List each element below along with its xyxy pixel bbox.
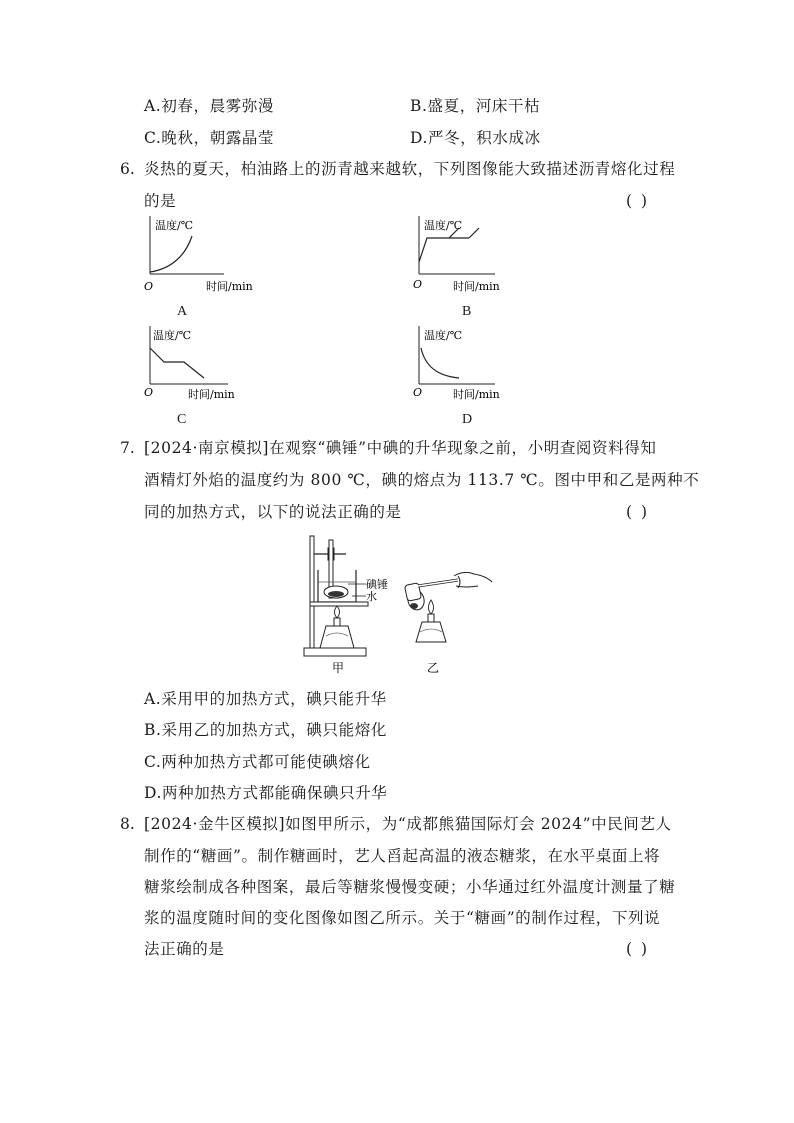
q8-stem-line3: 糖浆绘制成各种图案，最后等糖浆慢慢变硬；小华通过红外温度计测量了糖	[144, 878, 676, 896]
stand-rod	[310, 536, 314, 648]
q6-stem-line1: 炎热的夏天，柏油路上的沥青越来越软，下列图像能大致描述沥青熔化过程	[144, 160, 676, 178]
q6-number: 6.	[120, 160, 135, 178]
label-hammer: 碘锤	[366, 578, 388, 591]
graph-b	[407, 212, 527, 300]
x-label: 时间/min	[206, 280, 253, 293]
label-yi: 乙	[427, 661, 440, 675]
q8-number: 8.	[120, 815, 135, 833]
stand-base	[304, 648, 366, 656]
iodine-hammer-figure	[296, 530, 496, 682]
x-label: 时间/min	[188, 388, 235, 401]
q5-option-a: A.初春，晨雾弥漫	[144, 97, 275, 115]
curve	[150, 348, 204, 378]
q5-option-c: C.晚秋，朝露晶莹	[144, 129, 275, 147]
q7-stem-line1: [2024·南京模拟]在观察“碘锤”中碘的升华现象之前，小明查阅资料得知	[144, 439, 657, 457]
q8-stem-line4: 浆的温度随时间的变化图像如图乙所示。关于“糖画”的制作过程，下列说	[144, 909, 661, 927]
q7-option-d: D.两种加热方式都能确保碘只升华	[144, 784, 388, 802]
rise	[469, 228, 479, 238]
q8-answer-paren: ( )	[626, 940, 650, 958]
q7-answer-paren: ( )	[626, 503, 650, 521]
x-label: 时间/min	[453, 388, 500, 401]
flame-right	[429, 600, 434, 614]
q5-option-d: D.严冬，积水成冰	[410, 129, 541, 147]
iodine-right	[410, 603, 418, 609]
y-label: 温度/℃	[424, 329, 463, 342]
q7-option-b: B.采用乙的加热方式，碘只能熔化	[144, 721, 387, 739]
graph-d-label: D	[462, 412, 473, 427]
q7-option-a: A.采用甲的加热方式，碘只能升华	[144, 690, 387, 708]
q7-number: 7.	[120, 439, 135, 457]
lamp-neck-right	[428, 614, 434, 622]
graph-c-label: C	[177, 412, 187, 427]
graph-d	[407, 322, 527, 410]
y-label: 温度/℃	[153, 329, 192, 342]
curve	[419, 228, 459, 262]
q6-answer-paren: ( )	[626, 192, 650, 210]
origin-label: O	[144, 386, 154, 399]
origin-label: O	[413, 386, 423, 399]
label-jia: 甲	[332, 661, 345, 675]
wire-gauze	[310, 602, 368, 606]
q7-stem-line2: 酒精灯外焰的温度约为 800 ℃，碘的熔点为 113.7 ℃。图中甲和乙是两种不	[144, 471, 700, 489]
q6-stem-line2: 的是	[144, 192, 177, 210]
graph-a-label: A	[177, 304, 188, 319]
iodine	[328, 591, 344, 597]
graph-a	[140, 212, 260, 300]
alcohol-lamp-left	[320, 626, 354, 648]
q5-option-b: B.盛夏，河床干枯	[410, 97, 541, 115]
q7-option-c: C.两种加热方式都可能使碘熔化	[144, 753, 371, 771]
hammer-handle-inner	[418, 580, 458, 586]
q7-stem-line3: 同的加热方式，以下的说法正确的是	[144, 503, 402, 521]
flame-left	[335, 606, 340, 618]
origin-label: O	[413, 278, 423, 291]
q8-stem-line1: [2024·金牛区模拟]如图甲所示，为“成都熊猫国际灯会 2024”中民间艺人	[144, 815, 672, 833]
origin-label: O	[144, 280, 154, 293]
q8-stem-line2: 制作的“糖画”。制作糖画时，艺人舀起高温的液态糖浆，在水平桌面上将	[144, 847, 661, 865]
graph-c	[140, 322, 260, 410]
lamp-neck-left	[334, 618, 340, 626]
y-label: 温度/℃	[155, 219, 194, 232]
label-water: 水	[366, 590, 377, 603]
y-label: 温度/℃	[424, 219, 463, 232]
x-label: 时间/min	[453, 280, 500, 293]
curve	[150, 236, 192, 272]
curve	[421, 348, 459, 378]
q8-stem-line5: 法正确的是	[144, 940, 225, 958]
graph-b-label: B	[462, 304, 472, 319]
